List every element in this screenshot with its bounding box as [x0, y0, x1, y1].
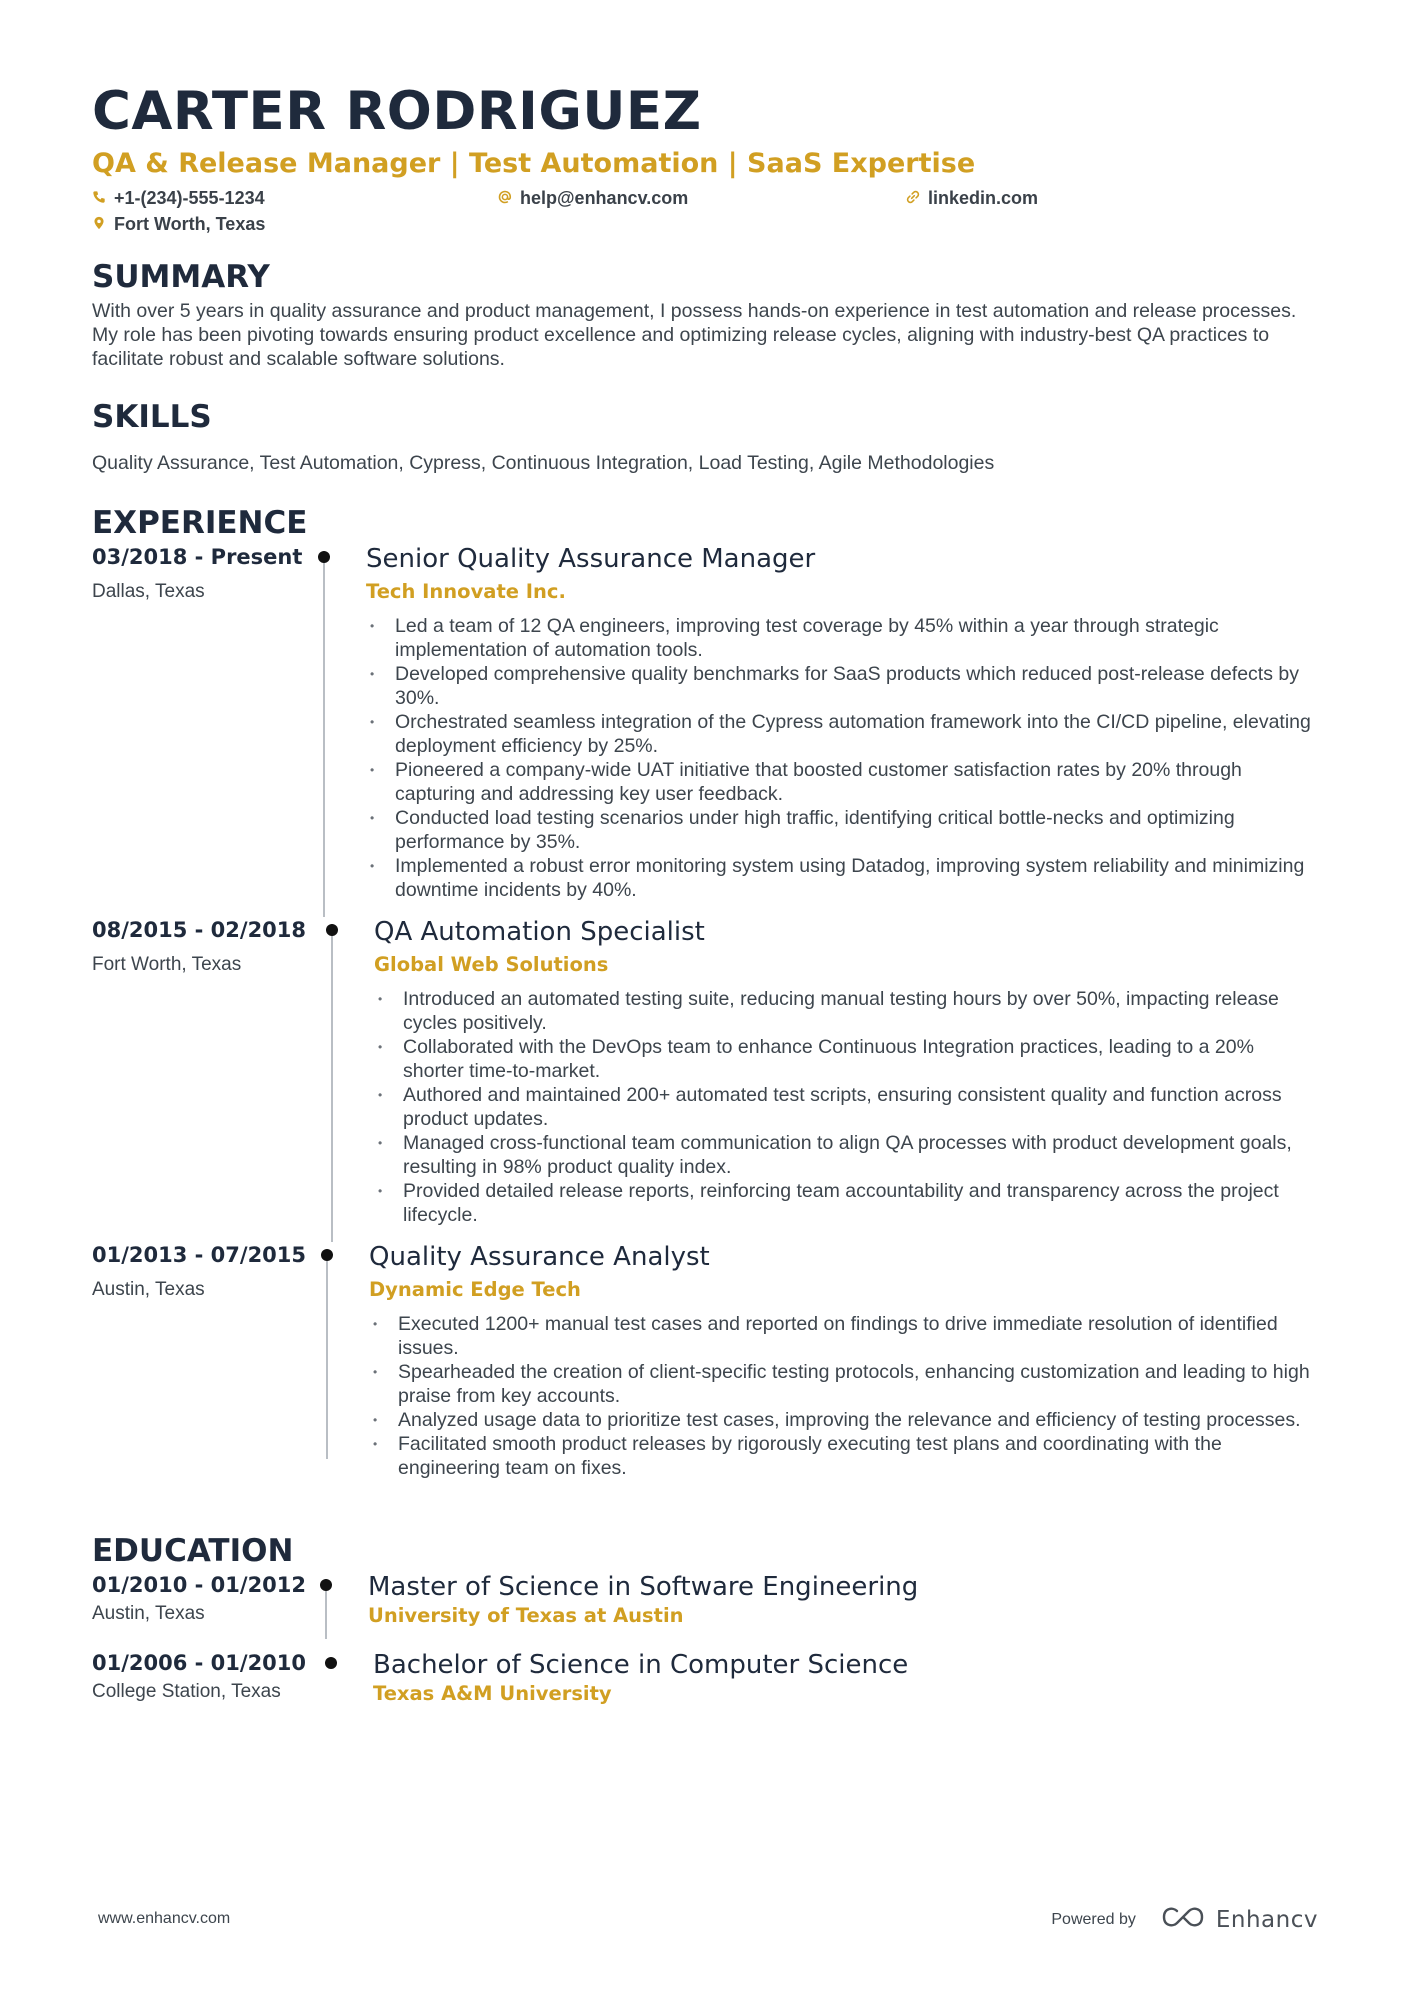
- powered-by-label: Powered by: [1051, 1911, 1136, 1928]
- experience-dates: 03/2018 - Present: [92, 545, 303, 569]
- contact-phone: [92, 186, 265, 210]
- at-sign-icon: [498, 188, 512, 209]
- bullet-item: • Facilitated smooth product releases by rigorously executing test plans and coordinating with the engineering team on fixes.: [369, 1432, 1318, 1480]
- enhancv-logo-icon: [1160, 1905, 1206, 1935]
- location-text: Fort Worth, Texas: [114, 213, 266, 234]
- phone-text: +1-(234)-555-1234: [114, 187, 265, 208]
- education-location: College Station, Texas: [92, 1681, 281, 1702]
- experience-section: [92, 503, 1318, 1531]
- experience-location: Austin, Texas: [92, 1279, 205, 1300]
- bullet-item: • Authored and maintained 200+ automated test scripts, ensuring consistent quality and function across product updates.: [374, 1083, 1318, 1131]
- timeline-line: [323, 551, 325, 917]
- phone-icon: [92, 188, 106, 209]
- experience-location: Fort Worth, Texas: [92, 954, 242, 975]
- bullet-item: • Provided detailed release reports, reinforcing team accountability and transparency across the project lifecycle.: [374, 1179, 1318, 1227]
- experience-role: Quality Assurance Analyst: [369, 1242, 710, 1272]
- education-school: University of Texas at Austin: [368, 1604, 684, 1627]
- bullet-item: • Led a team of 12 QA engineers, improving test coverage by 45% within a year through strategic implementation of automation tools.: [366, 614, 1318, 662]
- brand-name: Enhancv: [1215, 1907, 1318, 1933]
- education-location: Austin, Texas: [92, 1603, 205, 1624]
- experience-company: Dynamic Edge Tech: [369, 1278, 581, 1301]
- bullet-item: • Spearheaded the creation of client-specific testing protocols, enhancing customization and leading to high praise from key accounts.: [369, 1360, 1318, 1408]
- candidate-name: CARTER RODRIGUEZ: [92, 81, 702, 142]
- bullet-item: • Developed comprehensive quality benchmarks for SaaS products which reduced post-release defects by 30%.: [366, 662, 1318, 710]
- bullet-item: • Pioneered a company-wide UAT initiative that boosted customer satisfaction rates by 20% through capturing and addressing key user feedback.: [366, 758, 1318, 806]
- link-icon: [906, 188, 920, 209]
- experience-bullets: [374, 987, 1318, 1227]
- summary-section: [92, 257, 1318, 371]
- bullet-item: • Orchestrated seamless integration of the Cypress automation framework into the CI/CD pipeline, elevating deployment efficiency by 25%.: [366, 710, 1318, 758]
- contact-location: [92, 212, 265, 236]
- timeline-dot: [326, 924, 338, 936]
- timeline-dot: [320, 1579, 332, 1591]
- footer-branding: [1051, 1905, 1318, 1935]
- candidate-title: QA & Release Manager | Test Automation | SaaS Expertise: [92, 148, 976, 179]
- experience-location: Dallas, Texas: [92, 581, 205, 602]
- timeline-dot: [318, 551, 330, 563]
- contact-linkedin[interactable]: [906, 186, 1038, 210]
- bullet-item: • Introduced an automated testing suite, reducing manual testing hours by over 50%, impacting release cycles positively.: [374, 987, 1318, 1035]
- experience-role: QA Automation Specialist: [374, 917, 705, 947]
- experience-company: Global Web Solutions: [374, 953, 609, 976]
- education-school: Texas A&M University: [373, 1682, 612, 1705]
- education-degree: Bachelor of Science in Computer Science: [373, 1650, 909, 1680]
- timeline-dot: [325, 1657, 337, 1669]
- skills-section: [92, 397, 1318, 475]
- experience-dates: 08/2015 - 02/2018: [92, 918, 307, 942]
- education-item: [92, 1571, 1318, 1649]
- bullet-item: • Managed cross-functional team communication to align QA processes with product development goals, resulting in 98% product quality index.: [374, 1131, 1318, 1179]
- contact-info: [92, 184, 1318, 236]
- experience-bullets: [366, 614, 1318, 902]
- experience-item: [92, 916, 1318, 1241]
- experience-item: [92, 1241, 1318, 1531]
- resume-page: [92, 78, 1318, 1727]
- bullet-item: • Conducted load testing scenarios under high traffic, identifying critical bottle-necks and optimizing performance by 35%.: [366, 806, 1318, 854]
- experience-role: Senior Quality Assurance Manager: [366, 544, 816, 574]
- experience-item: [92, 543, 1318, 916]
- summary-heading: SUMMARY: [92, 259, 270, 295]
- education-section: [92, 1531, 1318, 1727]
- contact-email[interactable]: [498, 186, 688, 210]
- education-heading: EDUCATION: [92, 1533, 294, 1569]
- brand-logo[interactable]: [1160, 1905, 1318, 1935]
- bullet-item: • Collaborated with the DevOps team to enhance Continuous Integration practices, leading to a 20% shorter time-to-market.: [374, 1035, 1318, 1083]
- bullet-item: • Executed 1200+ manual test cases and reported on findings to drive immediate resolution of identified issues.: [369, 1312, 1318, 1360]
- timeline-line: [331, 924, 333, 1242]
- experience-heading: EXPERIENCE: [92, 505, 308, 541]
- bullet-item: • Analyzed usage data to prioritize test cases, improving the relevance and efficiency of testing processes.: [369, 1408, 1318, 1432]
- summary-text: With over 5 years in quality assurance and product management, I possess hands-on experience in test automation and release processes. My role has been pivoting towards ensuring product excellence and optimizing release cycles, aligning with industry-best QA practices to facilitate robust and scalable software solutions.: [92, 300, 1297, 370]
- bullet-item: • Implemented a robust error monitoring system using Datadog, improving system reliability and minimizing downtime incidents by 40%.: [366, 854, 1318, 902]
- location-pin-icon: [92, 214, 106, 235]
- education-item: [92, 1649, 1318, 1727]
- education-dates: 01/2006 - 01/2010: [92, 1651, 307, 1675]
- education-dates: 01/2010 - 01/2012: [92, 1573, 307, 1597]
- email-text[interactable]: help@enhancv.com: [520, 187, 689, 208]
- footer-url[interactable]: www.enhancv.com: [98, 1910, 231, 1927]
- page-footer: [98, 1905, 1318, 1935]
- timeline-dot: [321, 1249, 333, 1261]
- skills-heading: SKILLS: [92, 399, 212, 435]
- experience-dates: 01/2013 - 07/2015: [92, 1243, 307, 1267]
- experience-company: Tech Innovate Inc.: [366, 580, 566, 603]
- skills-text: Quality Assurance, Test Automation, Cypress, Continuous Integration, Load Testing, Agile Methodologies: [92, 452, 995, 474]
- timeline-line: [326, 1249, 328, 1459]
- education-degree: Master of Science in Software Engineering: [368, 1572, 919, 1602]
- resume-header: [92, 78, 1318, 236]
- experience-bullets: [369, 1312, 1318, 1480]
- linkedin-text[interactable]: linkedin.com: [928, 187, 1039, 208]
